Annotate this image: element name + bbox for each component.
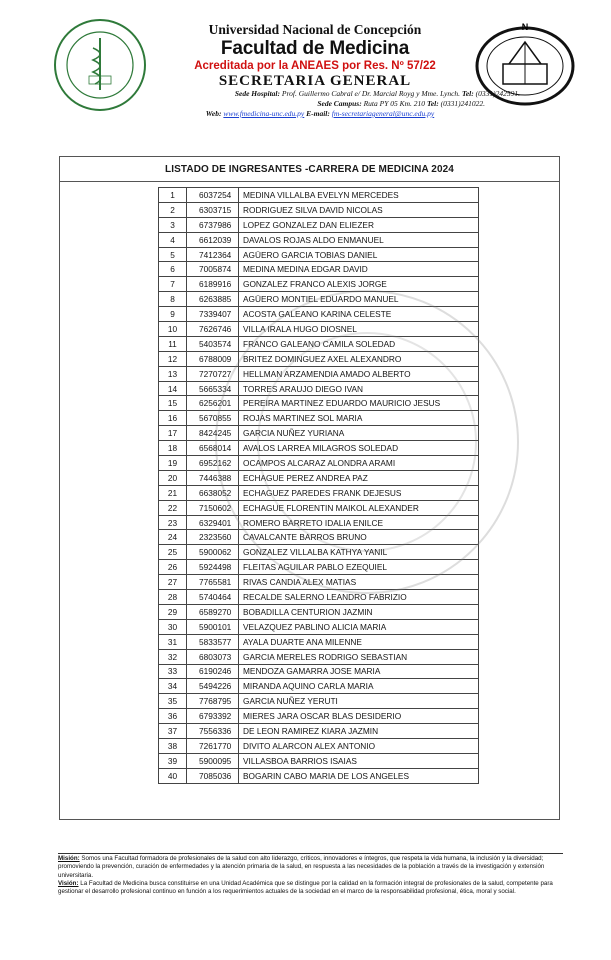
id-number: 5494226 [187,679,239,694]
id-number: 5665334 [187,381,239,396]
student-name: RECALDE SALERNO LEANDRO FABRIZIO [239,590,479,605]
row-number: 28 [159,590,187,605]
row-number: 2 [159,202,187,217]
table-row [159,604,479,619]
id-number: 7005874 [187,262,239,277]
id-number: 7150602 [187,500,239,515]
student-name: GARCIA NUÑEZ YERUTI [239,694,479,709]
student-name: DAVALOS ROJAS ALDO ENMANUEL [239,232,479,247]
letterhead [0,0,611,135]
row-number: 1 [159,188,187,203]
table-row [159,545,479,560]
student-name: GARCIA MERELES RODRIGO SEBASTIAN [239,649,479,664]
table-row [159,396,479,411]
student-name: DIVITO ALARCON ALEX ANTONIO [239,738,479,753]
id-number: 5403574 [187,336,239,351]
table-row [159,247,479,262]
student-name: RIVAS CANDIA ALEX MATIAS [239,575,479,590]
student-name: VILLASBOA BARRIOS ISAIAS [239,753,479,768]
row-number: 32 [159,649,187,664]
row-number: 16 [159,411,187,426]
table-row [159,322,479,337]
row-number: 37 [159,724,187,739]
table-row [159,724,479,739]
id-number: 6788009 [187,351,239,366]
table-row [159,649,479,664]
student-name: AGÜERO MONTIEL EDUARDO MANUEL [239,292,479,307]
student-name: MENDOZA GAMARRA JOSE MARIA [239,664,479,679]
student-name: BOGARIN CABO MARIA DE LOS ANGELES [239,768,479,783]
footer-divider [58,853,563,854]
row-number: 4 [159,232,187,247]
id-number: 7768795 [187,694,239,709]
id-number: 6256201 [187,396,239,411]
row-number: 15 [159,396,187,411]
student-name: MIERES JARA OSCAR BLAS DESIDERIO [239,709,479,724]
student-name: MEDINA VILLALBA EVELYN MERCEDES [239,188,479,203]
university-name: Universidad Nacional de Concepción [208,22,422,37]
table-row [159,202,479,217]
row-number: 21 [159,485,187,500]
table-row [159,485,479,500]
table-row [159,575,479,590]
row-number: 39 [159,753,187,768]
student-name: VILLA IRALA HUGO DIOSNEL [239,322,479,337]
row-number: 17 [159,426,187,441]
table-row [159,619,479,634]
table-row [159,307,479,322]
student-name: ECHAGUEZ PAREDES FRANK DEJESUS [239,485,479,500]
table-row [159,694,479,709]
id-number: 7626746 [187,322,239,337]
row-number: 18 [159,441,187,456]
id-number: 6803073 [187,649,239,664]
id-number: 7270727 [187,366,239,381]
student-name: DE LEON RAMIREZ KIARA JAZMIN [239,724,479,739]
student-name: AGÜERO GARCIA TOBIAS DANIEL [239,247,479,262]
id-number: 6329401 [187,515,239,530]
row-number: 36 [159,709,187,724]
row-number: 5 [159,247,187,262]
id-number: 6589270 [187,604,239,619]
id-number: 5740464 [187,590,239,605]
row-number: 12 [159,351,187,366]
row-number: 11 [159,336,187,351]
table-row [159,292,479,307]
student-name: ECHAGUE PEREZ ANDREA PAZ [239,470,479,485]
campus-address: Sede Campus: Ruta PY 05 Km. 210 Tel: (0331)241022. [317,99,485,108]
admitted-students-table [158,187,479,784]
id-number: 8424245 [187,426,239,441]
id-number: 7339407 [187,307,239,322]
id-number: 5833577 [187,634,239,649]
id-number: 6638052 [187,485,239,500]
student-name: BRITEZ DOMINGUEZ AXEL ALEXANDRO [239,351,479,366]
table-row [159,336,479,351]
table-row [159,515,479,530]
student-name: MIRANDA AQUINO CARLA MARIA [239,679,479,694]
table-row [159,500,479,515]
id-number: 7765581 [187,575,239,590]
row-number: 6 [159,262,187,277]
row-number: 23 [159,515,187,530]
row-number: 29 [159,604,187,619]
id-number: 5924498 [187,560,239,575]
footer [58,855,563,896]
student-name: MEDINA MEDINA EDGAR DAVID [239,262,479,277]
table-row [159,366,479,381]
student-name: OCAMPOS ALCARAZ ALONDRA ARAMI [239,456,479,471]
table-row [159,441,479,456]
student-name: AYALA DUARTE ANA MILENNE [239,634,479,649]
table-row [159,768,479,783]
faculty-emblem-icon [473,20,577,108]
student-name: ROMERO BARRETO IDALIA ENILCE [239,515,479,530]
student-name: ECHAGUE FLORENTIN MAIKOL ALEXANDER [239,500,479,515]
id-number: 5670855 [187,411,239,426]
contact-line: Web: www.fmedicina-unc.edu.py E-mail: fm-secretariageneral@unc.edu.py [205,109,435,118]
row-number: 9 [159,307,187,322]
listing-frame [59,156,560,820]
table-row [159,411,479,426]
row-number: 34 [159,679,187,694]
table-row [159,232,479,247]
id-number: 7085036 [187,768,239,783]
id-number: 6952162 [187,456,239,471]
row-number: 7 [159,277,187,292]
row-number: 20 [159,470,187,485]
id-number: 6793392 [187,709,239,724]
id-number: 6037254 [187,188,239,203]
row-number: 35 [159,694,187,709]
university-seal-icon [53,18,147,112]
table-row [159,560,479,575]
table-row [159,664,479,679]
table-row [159,351,479,366]
id-number: 6612039 [187,232,239,247]
row-number: 19 [159,456,187,471]
row-number: 22 [159,500,187,515]
student-name: RODRIGUEZ SILVA DAVID NICOLAS [239,202,479,217]
accreditation: Acreditada por la ANEAES por Res. Nº 57/22 [194,60,436,72]
vision-statement: Visión: La Facultad de Medicina busca constituirse en una Unidad Académica que se distingue por la calidad en la formación integral de profesionales de la salud, competente para gestionar el desarrollo profesional continuo en función a los requerimientos actuales de la sociedad en el marco de la responsabilidad profesional, ética, moral y social. [58,879,553,896]
id-number: 5900095 [187,753,239,768]
student-name: GONZALEZ FRANCO ALEXIS JORGE [239,277,479,292]
row-number: 27 [159,575,187,590]
id-number: 6190246 [187,664,239,679]
student-name: FRANCO GALEANO CAMILA SOLEDAD [239,336,479,351]
table-row [159,753,479,768]
table-row [159,738,479,753]
student-name: GONZALEZ VILLALBA KATHYA YANIL [239,545,479,560]
listing-title: LISTADO DE INGRESANTES -CARRERA DE MEDICINA 2024 [165,164,454,175]
table-row [159,634,479,649]
faculty-name: Facultad de Medicina [220,38,410,59]
student-name: ROJAS MARTINEZ SOL MARIA [239,411,479,426]
student-name: LOPEZ GONZALEZ DAN ELIEZER [239,217,479,232]
row-number: 26 [159,560,187,575]
student-name: HELLMAN ARZAMENDIA AMADO ALBERTO [239,366,479,381]
table-row [159,217,479,232]
table-row [159,262,479,277]
student-name: CAVALCANTE BARROS BRUNO [239,530,479,545]
id-number: 6303715 [187,202,239,217]
title-divider [60,181,559,182]
id-number: 6263885 [187,292,239,307]
id-number: 6189916 [187,277,239,292]
student-name: TORRES ARAUJO DIEGO IVAN [239,381,479,396]
id-number: 5900101 [187,619,239,634]
table-row [159,590,479,605]
row-number: 14 [159,381,187,396]
row-number: 30 [159,619,187,634]
id-number: 2323560 [187,530,239,545]
table-row [159,426,479,441]
row-number: 24 [159,530,187,545]
row-number: 25 [159,545,187,560]
row-number: 33 [159,664,187,679]
id-number: 7261770 [187,738,239,753]
row-number: 3 [159,217,187,232]
student-name: GARCIA NUÑEZ YURIANA [239,426,479,441]
row-number: 10 [159,322,187,337]
row-number: 31 [159,634,187,649]
table-row [159,530,479,545]
id-number: 5900062 [187,545,239,560]
student-name: ACOSTA GALEANO KARINA CELESTE [239,307,479,322]
office-name: SECRETARIA GENERAL [218,73,412,89]
table-row [159,456,479,471]
hospital-address: Sede Hospital: Prof. Guillermo Cabral e/ Dr. Marcial Royg y Mme. Lynch. Tel: (0331)242591. [234,89,520,98]
svg-text:N: N [521,22,529,32]
student-name: BOBADILLA CENTURION JAZMIN [239,604,479,619]
row-number: 40 [159,768,187,783]
student-name: PEREIRA MARTINEZ EDUARDO MAURICIO JESUS [239,396,479,411]
id-number: 7556336 [187,724,239,739]
student-name: AVALOS LARREA MILAGROS SOLEDAD [239,441,479,456]
mission-statement: Misión: Somos una Facultad formadora de profesionales de la salud con alto liderazgo, críticos, innovadores e íntegros, que respeta la vida humana, la inclusión y la diversidad; promoviendo la prevención, curación de enfermedades y la atención primaria de la salud, en respuesta a las necesidades de la población a través de la investigación y extensión universitaria. [58,855,545,879]
table-row [159,679,479,694]
table-row [159,277,479,292]
row-number: 38 [159,738,187,753]
id-number: 7446388 [187,470,239,485]
row-number: 8 [159,292,187,307]
id-number: 7412364 [187,247,239,262]
table-row [159,709,479,724]
web-link[interactable]: www.fmedicina-unc.edu.py [223,109,305,118]
id-number: 6737986 [187,217,239,232]
table-row [159,188,479,203]
student-name: FLEITAS AGUILAR PABLO EZEQUIEL [239,560,479,575]
student-name: VELAZQUEZ PABLINO ALICIA MARIA [239,619,479,634]
table-row [159,470,479,485]
id-number: 6568014 [187,441,239,456]
table-row [159,381,479,396]
row-number: 13 [159,366,187,381]
email-link[interactable]: fm-secretariageneral@unc.edu.py [331,109,435,118]
